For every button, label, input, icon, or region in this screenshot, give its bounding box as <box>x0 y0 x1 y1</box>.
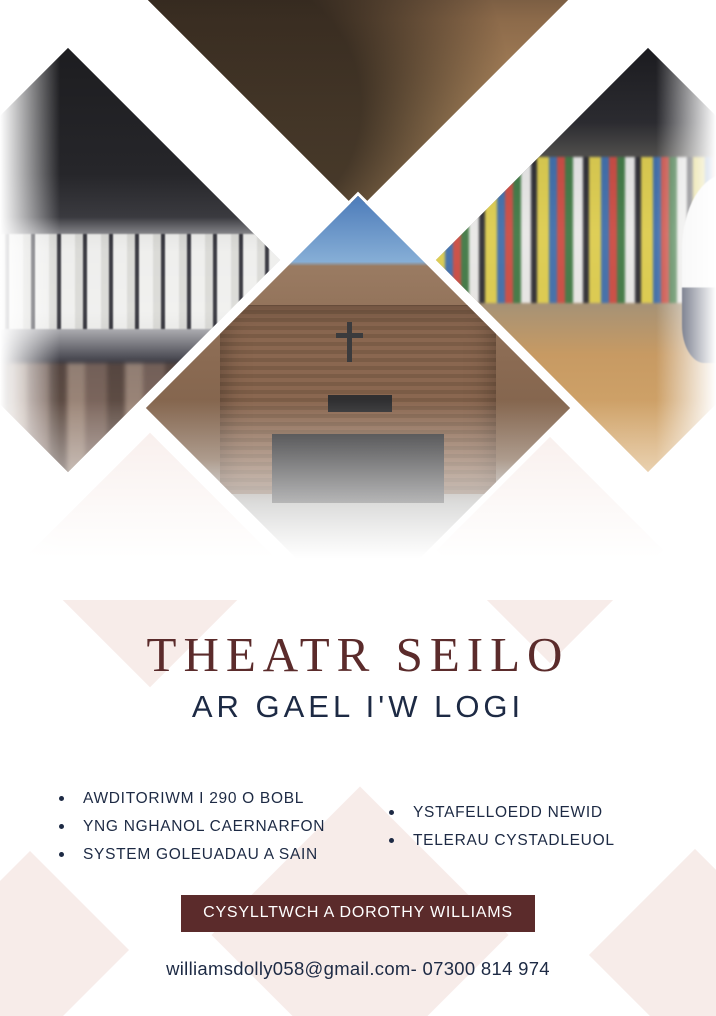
list-item <box>43 841 373 869</box>
bullet-icon <box>389 810 394 815</box>
list-item <box>373 799 673 827</box>
contact-cta-banner[interactable]: CYSYLLTWCH A DOROTHY WILLIAMS <box>181 895 535 932</box>
feature-list-left <box>43 785 373 869</box>
childrens-choir-photo <box>146 0 570 210</box>
poster-content <box>0 600 716 980</box>
page-subtitle: AR GAEL I'W LOGI <box>191 689 525 724</box>
list-item-label: TELERAU CYSTADLEUOL <box>413 832 615 849</box>
list-item-label: YNG NGHANOL CAERNARFON <box>83 818 326 835</box>
bullet-icon <box>389 838 394 843</box>
photo-image <box>146 0 570 210</box>
list-item-label: YSTAFELLOEDD NEWID <box>413 804 603 821</box>
cta-container <box>0 895 716 932</box>
list-item <box>43 785 373 813</box>
feature-list-right <box>373 785 673 869</box>
bullet-icon <box>59 796 64 801</box>
bullet-icon <box>59 824 64 829</box>
cross-icon <box>347 322 352 362</box>
list-item <box>43 813 373 841</box>
bullet-icon <box>59 852 64 857</box>
chapel-sign <box>328 395 393 412</box>
feature-list <box>0 785 716 869</box>
list-item <box>373 827 673 855</box>
list-item-label: AWDITORIWM I 290 O BOBL <box>83 790 305 807</box>
contact-details[interactable]: williamsdolly058@gmail.com- 07300 814 974 <box>166 958 550 979</box>
list-item-label: SYSTEM GOLEUADAU A SAIN <box>83 846 318 863</box>
page-title: THEATR SEILO <box>146 627 570 682</box>
